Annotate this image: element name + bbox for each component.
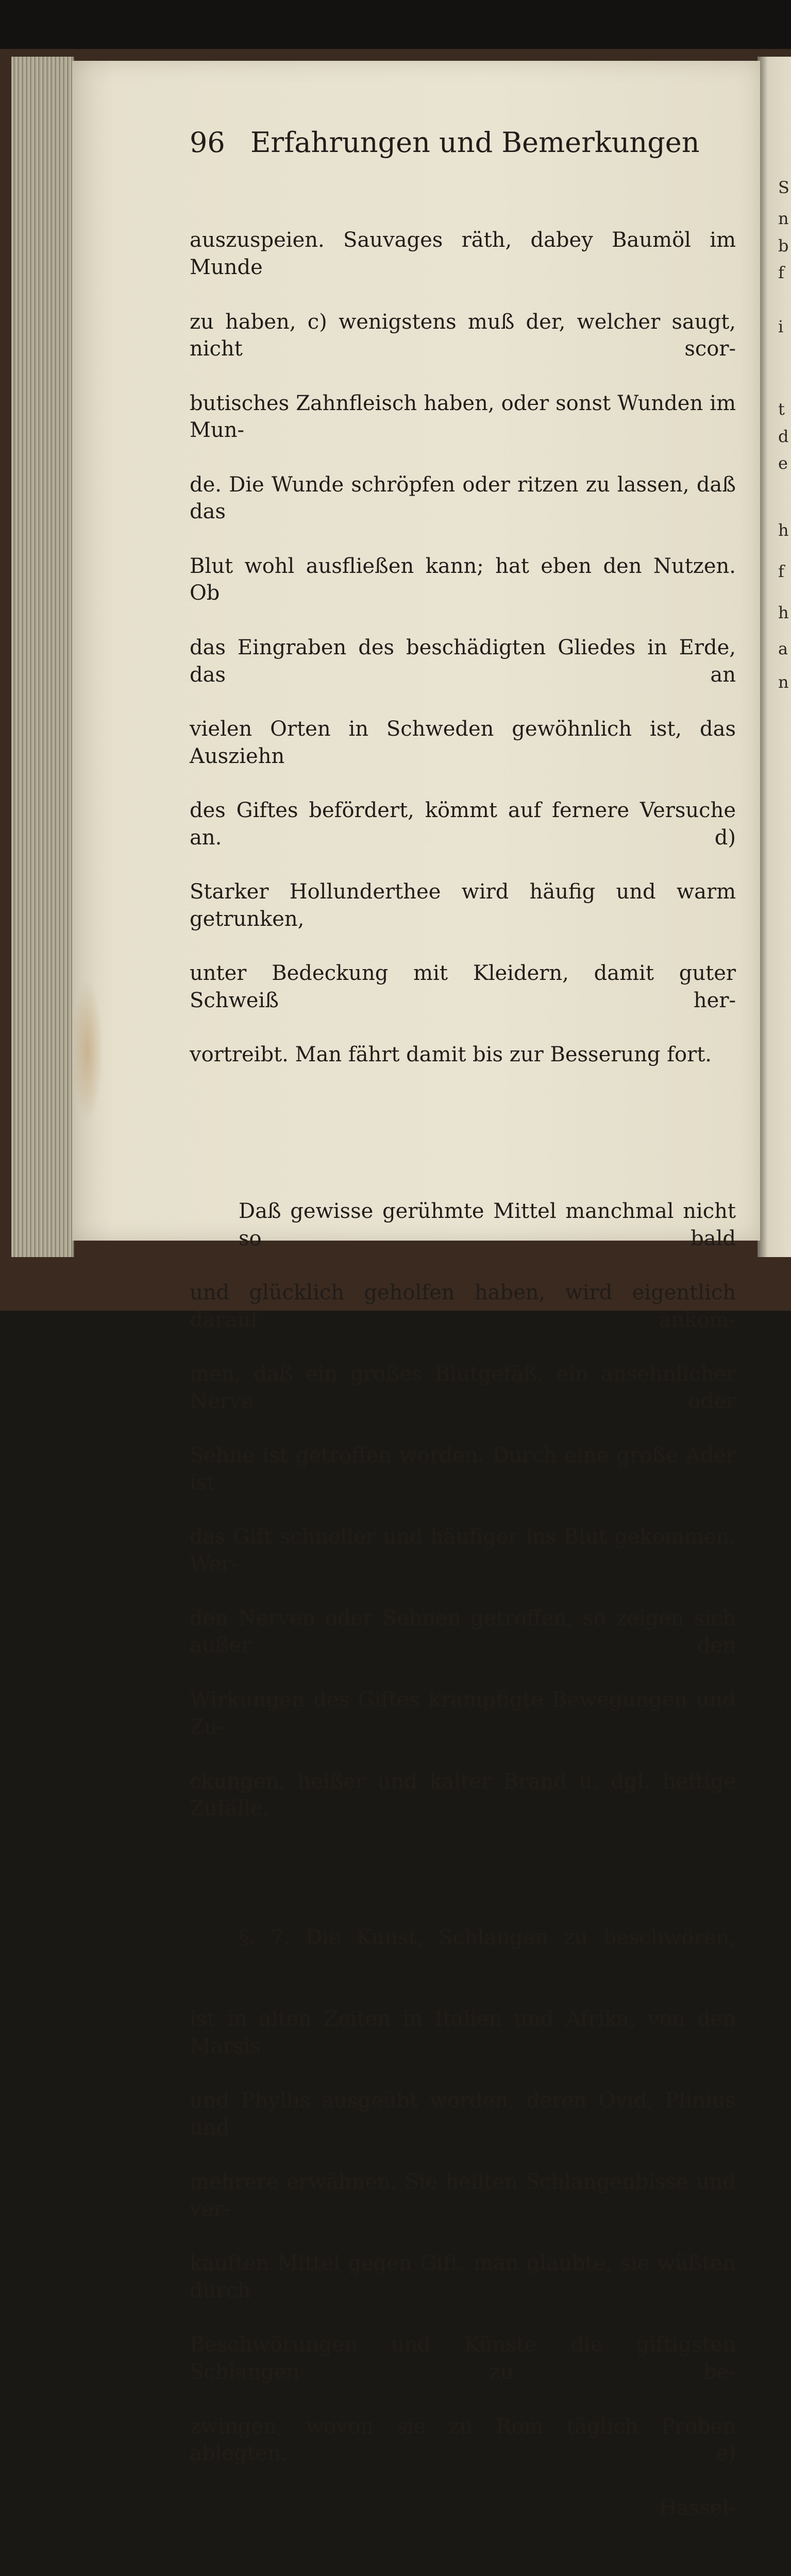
text-line: den Nerven oder Sehnen getroffen, so zeigen sich außer den — [190, 1606, 736, 1658]
facing-fragment: h — [778, 520, 789, 540]
text-line: und glücklich geholfen haben, wird eigentlich darauf ankom- — [190, 1280, 736, 1332]
scanner-background — [0, 0, 791, 54]
text-line: Beschwörungen und Künste die giftigsten Schlangen zu be- — [190, 2333, 736, 2384]
text-line: das Gift schneller und häufiger ins Blut gekommen. Wer- — [190, 1525, 736, 1576]
page-edges — [11, 57, 74, 1257]
text-line: kauften Mittel gegen Gift, man glaubte, sie wüßten durch — [190, 2251, 736, 2303]
text-line: Wirkungen des Giftes krampfigte Bewegungen und Zu- — [190, 1688, 736, 1739]
facing-fragment: t — [778, 399, 785, 419]
text-line: des Giftes befördert, kömmt auf fernere Versuche an. d) — [190, 799, 736, 850]
text-line: vielen Orten in Schweden gewöhnlich ist, das Ausziehn — [190, 717, 736, 768]
page-number: 96 — [190, 126, 225, 159]
facing-fragment: e — [778, 453, 788, 473]
facing-fragment: b — [778, 236, 789, 256]
paragraph-3 — [190, 1870, 736, 2576]
text-line: das Eingraben des beschädigten Gliedes in Erde, das an — [190, 635, 736, 687]
page-text — [190, 126, 736, 2576]
facing-fragment: f — [778, 562, 784, 581]
catchword: Hassel- — [659, 2496, 736, 2520]
text-line: mehrere erwähnen. Sie heilten Schlangenbisse und ver- — [190, 2170, 736, 2221]
facing-fragment: h — [778, 603, 789, 622]
text-line: de. Die Wunde schröpfen oder ritzen zu lassen, daß das — [190, 472, 736, 524]
facing-fragment: n — [778, 209, 789, 228]
text-line: und Phyllis ausgeübt worden, deren Ovid, Plinius und — [190, 2089, 736, 2140]
text-line: zwingen, wovon sie zu Rom täglich Proben ablegten. e) — [190, 2414, 736, 2466]
facing-fragment: n — [778, 672, 789, 692]
text-line: Blut wohl ausfließen kann; hat eben den Nutzen. Ob — [190, 554, 736, 605]
paper-stain — [72, 979, 103, 1123]
facing-fragment: f — [778, 263, 784, 282]
paragraph-1 — [190, 173, 736, 1123]
text-line: butisches Zahnfleisch haben, oder sonst Wunden im Mun- — [190, 391, 736, 443]
text-line: zu haben, c) wenigstens muß der, welcher saugt, nicht scor- — [190, 310, 736, 361]
facing-page-edge — [758, 57, 791, 1257]
text-line: Sehne ist getroffen worden. Durch eine große Ader ist — [190, 1444, 736, 1495]
running-head-title: Erfahrungen und Bemerkungen — [250, 126, 700, 159]
paragraph-2 — [190, 1143, 736, 1849]
text-line: ckungen, heißer und kalter Brand u. dgl. heftige Zufälle. — [190, 1769, 736, 1821]
facing-fragment: d — [778, 427, 789, 446]
facing-fragment: a — [778, 639, 788, 658]
section-heading-line: §. 7. Die Kunst, Schlangen zu beschwören, — [239, 1926, 736, 1950]
facing-fragment: S — [778, 178, 789, 197]
text-line: Daß gewisse gerühmte Mittel manchmal nicht so bald — [239, 1199, 736, 1250]
facing-fragment: i — [778, 317, 784, 336]
text-line: auszuspeien. Sauvages räth, dabey Baumöl im Munde — [190, 228, 736, 280]
text-line: unter Bedeckung mit Kleidern, damit guter Schweiß her- — [190, 961, 736, 1012]
running-header — [190, 126, 736, 173]
text-line: ist in alten Zeiten in Italien und Afrika, von den Marsis — [190, 2007, 736, 2058]
text-line: vortreibt. Man fährt damit bis zur Besserung fort. — [190, 1043, 712, 1067]
text-line: Starker Hollunderthee wird häufig und warm getrunken, — [190, 880, 736, 931]
text-line: men, daß ein großes Blutgefäß, ein ansehnlicher Nerve oder — [190, 1362, 736, 1413]
